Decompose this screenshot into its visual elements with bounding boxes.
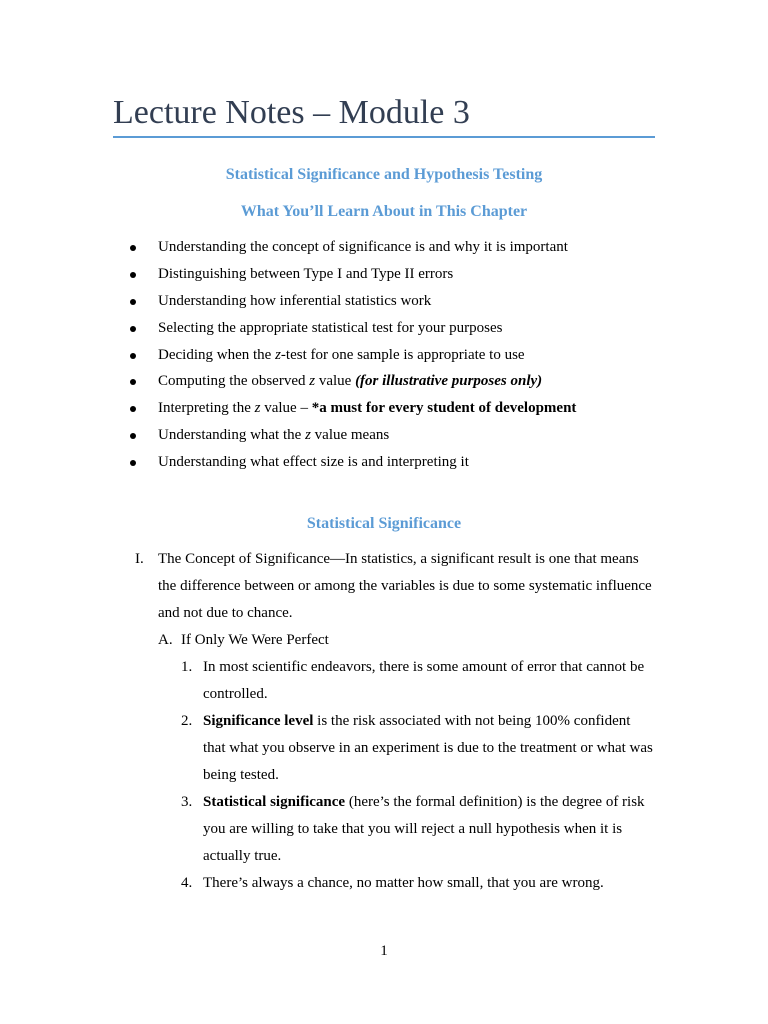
objective-item: Selecting the appropriate statistical test for your purposes xyxy=(130,315,660,342)
outline-line: There’s always a chance, no matter how small, that you are wrong. xyxy=(203,875,604,891)
section-heading: Statistical Significance xyxy=(306,515,462,532)
term-statistical-significance: Statistical significance xyxy=(203,794,346,810)
bullet-icon xyxy=(130,433,136,439)
outline-line: and not due to chance. xyxy=(158,605,293,621)
bullet-icon xyxy=(130,353,136,359)
objective-item: Computing the observed z value (for illustrative purposes only) xyxy=(130,368,660,395)
page-number: 1 xyxy=(380,943,388,959)
bullet-icon xyxy=(130,326,136,332)
outline-line: you are willing to take that you will reject a null hypothesis when it is xyxy=(203,821,623,837)
outline-line: In most scientific endeavors, there is some amount of error that cannot be xyxy=(203,659,645,675)
outline-marker-roman: I. xyxy=(135,551,144,567)
outline-marker-number: 3. xyxy=(181,794,193,810)
subtitle-heading: Statistical Significance and Hypothesis Testing xyxy=(225,166,543,183)
outline-marker-number: 1. xyxy=(181,659,193,675)
outline-line: controlled. xyxy=(203,686,268,702)
objective-item: Understanding what effect size is and interpreting it xyxy=(130,449,660,476)
objective-item: Understanding how inferential statistics work xyxy=(130,288,660,315)
bullet-icon xyxy=(130,299,136,305)
page-title: Lecture Notes – Module 3 xyxy=(113,94,470,131)
term-significance-level: Significance level xyxy=(203,713,314,729)
bullet-icon xyxy=(130,379,136,385)
objective-item: Interpreting the z value – *a must for every student of development xyxy=(130,395,660,422)
bullet-icon xyxy=(130,272,136,278)
outline-line: being tested. xyxy=(203,767,279,783)
outline-marker-number: 4. xyxy=(181,875,193,891)
outline-line: actually true. xyxy=(203,848,282,864)
outline-line: Significance level is the risk associated with not being 100% confident xyxy=(203,713,631,729)
outline-line: the difference between or among the variables is due to some systematic influence xyxy=(158,578,652,594)
bullet-icon xyxy=(130,406,136,412)
learn-heading: What You’ll Learn About in This Chapter xyxy=(240,203,528,220)
objective-item: Deciding when the z-test for one sample is appropriate to use xyxy=(130,342,660,369)
bullet-icon xyxy=(130,245,136,251)
outline-marker-number: 2. xyxy=(181,713,193,729)
objective-item: Distinguishing between Type I and Type II errors xyxy=(130,261,660,288)
objective-item: Understanding what the z value means xyxy=(130,422,660,449)
outline-subheading: If Only We Were Perfect xyxy=(181,632,329,648)
objective-item: Understanding the concept of significance is and why it is important xyxy=(130,234,660,261)
title-underline xyxy=(113,136,655,138)
outline-line: Statistical significance (here’s the formal definition) is the degree of risk xyxy=(203,794,645,810)
outline-line: The Concept of Significance—In statistics, a significant result is one that means xyxy=(158,551,639,567)
bullet-icon xyxy=(130,460,136,466)
learning-objectives-list xyxy=(130,234,660,476)
outline-line: that what you observe in an experiment is due to the treatment or what was xyxy=(203,740,653,756)
outline-marker-letter: A. xyxy=(158,632,173,648)
